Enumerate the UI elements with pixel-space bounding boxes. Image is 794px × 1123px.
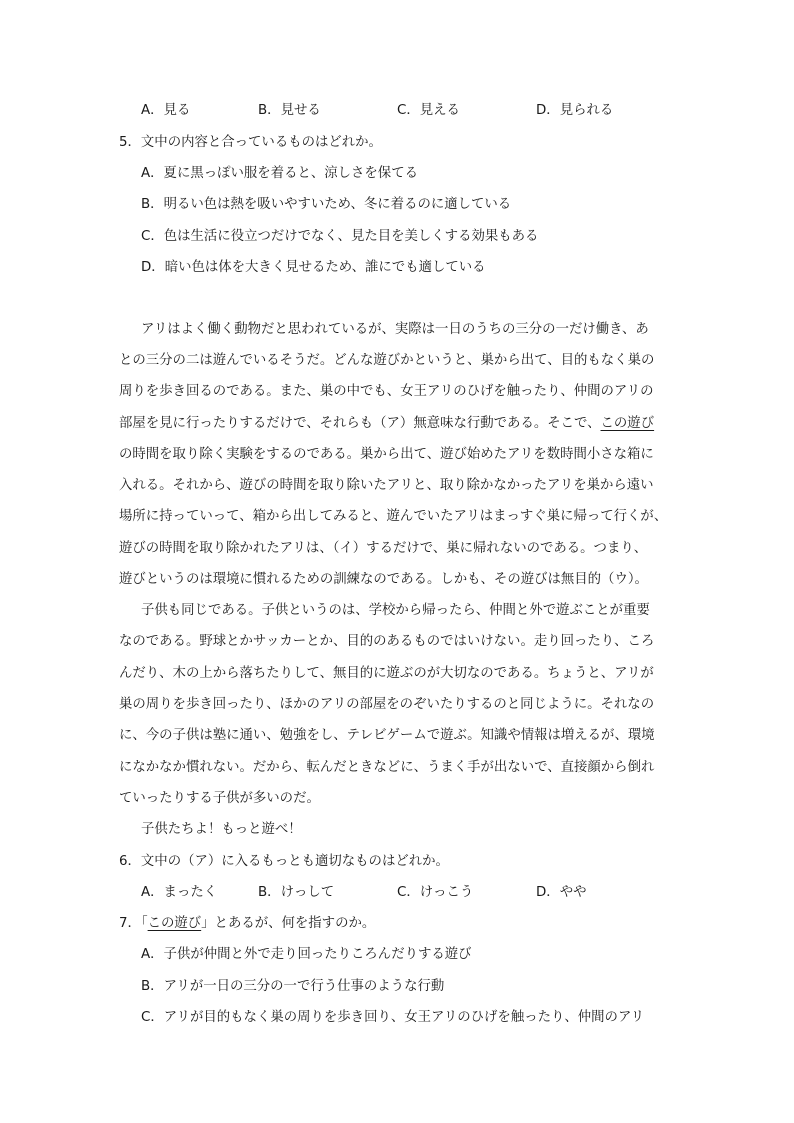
passage-line: との三分の二は遊んでいるそうだ。どんな遊びかというと、巣から出て、目的もなく巣の — [119, 353, 655, 368]
passage-line: 遊びというのは環境に慣れるための訓練なのである。しかも、その遊びは無目的（ウ）。 — [119, 572, 648, 587]
passage-line: に、今の子供は塾に通い、勉強をし、テレビゲームで遊ぶ。知識や情報は増えるが、環境 — [119, 728, 655, 743]
passage-line-with-underline — [119, 415, 654, 433]
q5-option-b: B．明るい色は熱を吸いやすいため、冬に着るのに適している — [141, 197, 512, 212]
passage-line: になかなか慣れない。だから、転んだときなどに、うまく手が出ないで、直接顔から倒れ — [119, 760, 655, 775]
passage-line: の時間を取り除く実験をするのである。巣から出て、遊び始めたアリを数時間小さな箱に — [119, 447, 654, 462]
q5-option-a: A．夏に黒っぽい服を着ると、涼しさを保てる — [141, 166, 418, 181]
passage-line: 子供たちよ！もっと遊べ！ — [141, 822, 302, 837]
q5-stem: 5．文中の内容と合っているものはどれか。 — [119, 135, 382, 150]
q6-option-b: B．けっして — [258, 885, 335, 900]
q7-option-a: A．子供が仲間と外で走り回ったりころんだりする遊び — [141, 947, 472, 962]
q4-option-d: D．見られる — [536, 103, 614, 118]
q5-option-c: C．色は生活に役立つだけでなく、見た目を美しくする効果もある — [141, 229, 539, 244]
q7-stem-suffix: 」とあるが、何を指すのか。 — [201, 916, 376, 931]
passage-line: 巣の周りを歩き回ったり、ほかのアリの部屋をのぞいたりするのと同じように。それなの — [119, 697, 655, 712]
q4-option-a: A．見る — [141, 103, 191, 118]
q7-option-b: B．アリが一日の三分の一で行う仕事のような行動 — [141, 979, 445, 994]
q7-option-c: C．アリが目的もなく巣の周りを歩き回り、女王アリのひげを触ったり、仲間のアリ — [141, 1010, 645, 1025]
q4-option-c: C．見える — [397, 103, 460, 118]
q6-option-a: A．まったく — [141, 885, 218, 900]
passage-line: 場所に持っていって、箱から出してみると、遊んでいたアリはまっすぐ巣に帰って行くが、 — [119, 509, 668, 524]
passage-line: んだり、木の上から落ちたりして、無目的に遊ぶのが大切なのである。ちょうと、アリが — [119, 666, 654, 681]
q7-stem-prefix: 7．「 — [119, 916, 148, 931]
q5-option-d: D．暗い色は体を大きく見せるため、誰にでも適している — [141, 260, 486, 275]
q6-options-row — [0, 884, 794, 902]
q7-stem-underlined: この遊び — [147, 916, 202, 931]
passage-line-text: 部屋を見に行ったりするだけで、それらも（ア）無意味な行動である。そこで、 — [119, 416, 601, 431]
underlined-phrase: この遊び — [600, 416, 655, 431]
passage-line: 周りを歩き回るのである。また、巣の中でも、女王アリのひげを触ったり、仲間のアリの — [119, 384, 654, 399]
passage-line: 遊びの時間を取り除かれたアリは、（イ）するだけで、巣に帰れないのである。つまり、 — [119, 541, 648, 556]
q4-option-b: B．見せる — [258, 103, 321, 118]
passage-line: なのである。野球とかサッカーとか、目的のあるものではいけない。走り回ったり、ころ — [119, 634, 655, 649]
passage-line: 子供も同じである。子供というのは、学校から帰ったら、仲間と外で遊ぶことが重要 — [141, 603, 650, 618]
q6-option-c: C．けっこう — [397, 885, 474, 900]
passage-line: 入れる。それから、遊びの時間を取り除いたアリと、取り除かなかったアリを巣から遠い — [119, 478, 654, 493]
passage-line: アリはよく働く動物だと思われているが、実際は一日のうちの三分の一だけ働き、あ — [141, 322, 649, 337]
passage-line: ていったりする子供が多いのだ。 — [119, 791, 320, 806]
q6-option-d: D．やや — [536, 885, 587, 900]
q7-stem — [119, 915, 375, 933]
q6-stem: 6．文中の（ア）に入るもっとも適切なものはどれか。 — [119, 854, 449, 869]
q4-options-row — [0, 102, 794, 120]
